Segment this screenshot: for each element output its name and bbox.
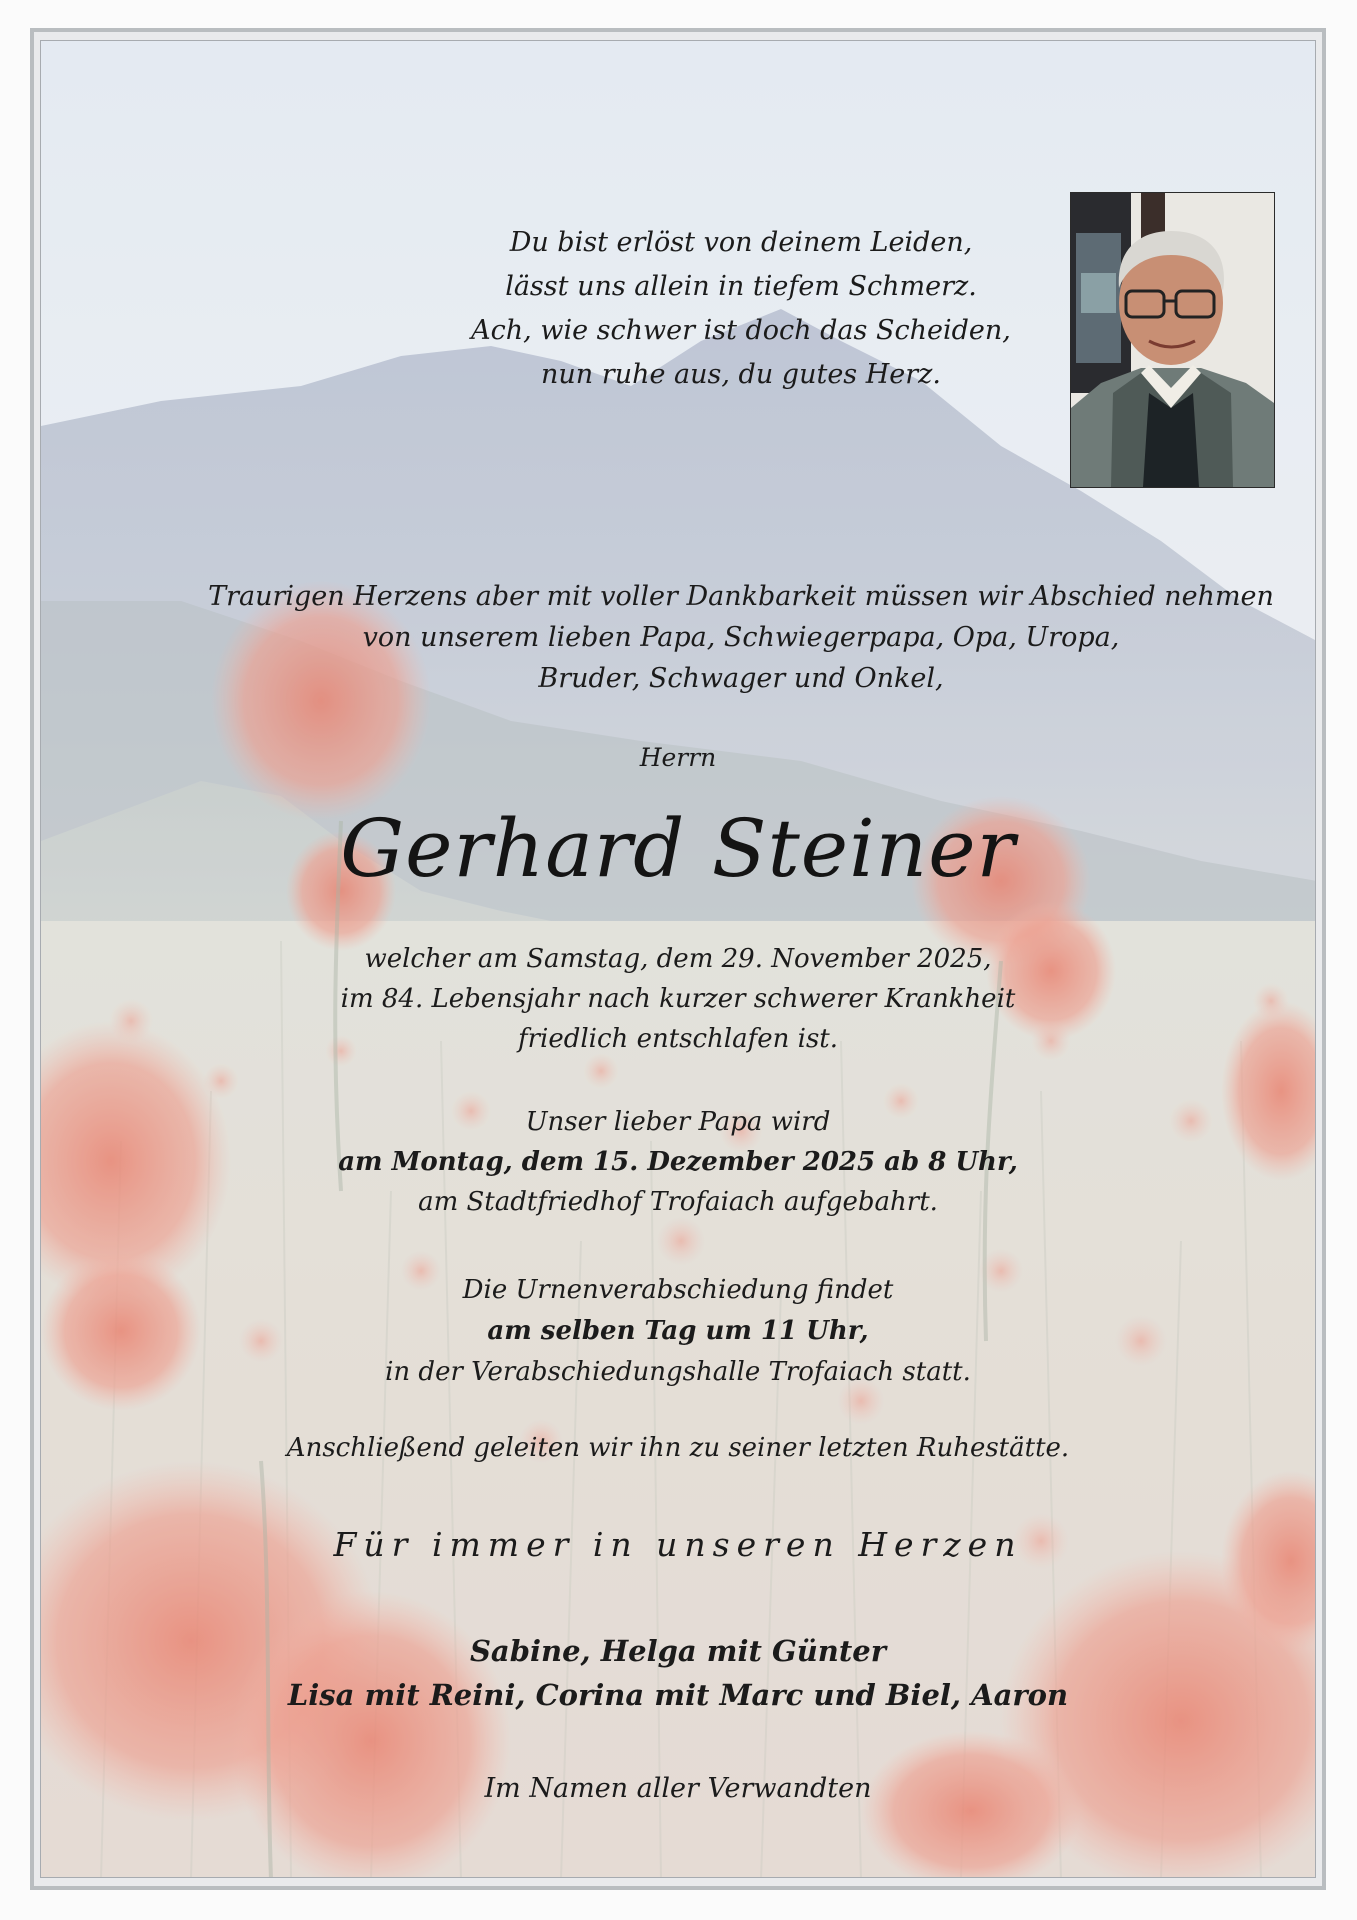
farewell-notice (41, 1270, 1315, 1393)
relatives-note: Im Namen aller Verwandten (484, 1773, 872, 1804)
intro-line: von unserem lieben Papa, Schwiegerpapa, Opa, Uropa, (362, 622, 1120, 653)
burial-notice: Anschließend geleiten wir ihn zu seiner letzten Ruhestätte. (286, 1433, 1070, 1463)
death-notice (41, 939, 1315, 1059)
poem-line: lässt uns allein in tiefem Schmerz. (505, 271, 977, 302)
portrait-photo (1070, 192, 1275, 488)
deceased-name: Gerhard Steiner (340, 802, 1016, 895)
poem-line: Du bist erlöst von deinem Leiden, (509, 227, 973, 258)
viewing-notice (41, 1102, 1315, 1222)
salutation: Herrn (639, 743, 717, 772)
death-line: im 84. Lebensjahr nach kurzer schwerer Krankheit (340, 984, 1016, 1014)
poem (421, 221, 1061, 397)
family-line: Sabine, Helga mit Günter (469, 1634, 887, 1668)
obituary-card (40, 40, 1316, 1878)
intro-text (161, 576, 1316, 699)
farewell-line: Die Urnenverabschiedung findet (462, 1275, 894, 1305)
death-line: welcher am Samstag, dem 29. November 2025, (364, 944, 992, 974)
family-line: Lisa mit Reini, Corina mit Marc und Biel, Aaron (287, 1678, 1069, 1712)
viewing-location: am Stadtfriedhof Trofaiach aufgebahrt. (418, 1187, 938, 1217)
viewing-line: Unser lieber Papa wird (525, 1107, 831, 1137)
farewell-location: in der Verabschiedungshalle Trofaiach statt. (385, 1357, 971, 1387)
family-names (41, 1629, 1315, 1717)
farewell-time: am selben Tag um 11 Uhr, (487, 1316, 869, 1346)
poem-line: nun ruhe aus, du gutes Herz. (541, 359, 941, 390)
viewing-date: am Montag, dem 15. Dezember 2025 ab 8 Uhr, (338, 1147, 1018, 1177)
intro-line: Traurigen Herzens aber mit voller Dankbarkeit müssen wir Abschied nehmen (208, 581, 1274, 612)
death-line: friedlich entschlafen ist. (517, 1024, 839, 1054)
poem-line: Ach, wie schwer ist doch das Scheiden, (471, 315, 1011, 346)
motto: Für immer in unseren Herzen (333, 1525, 1023, 1564)
intro-line: Bruder, Schwager und Onkel, (538, 663, 944, 694)
